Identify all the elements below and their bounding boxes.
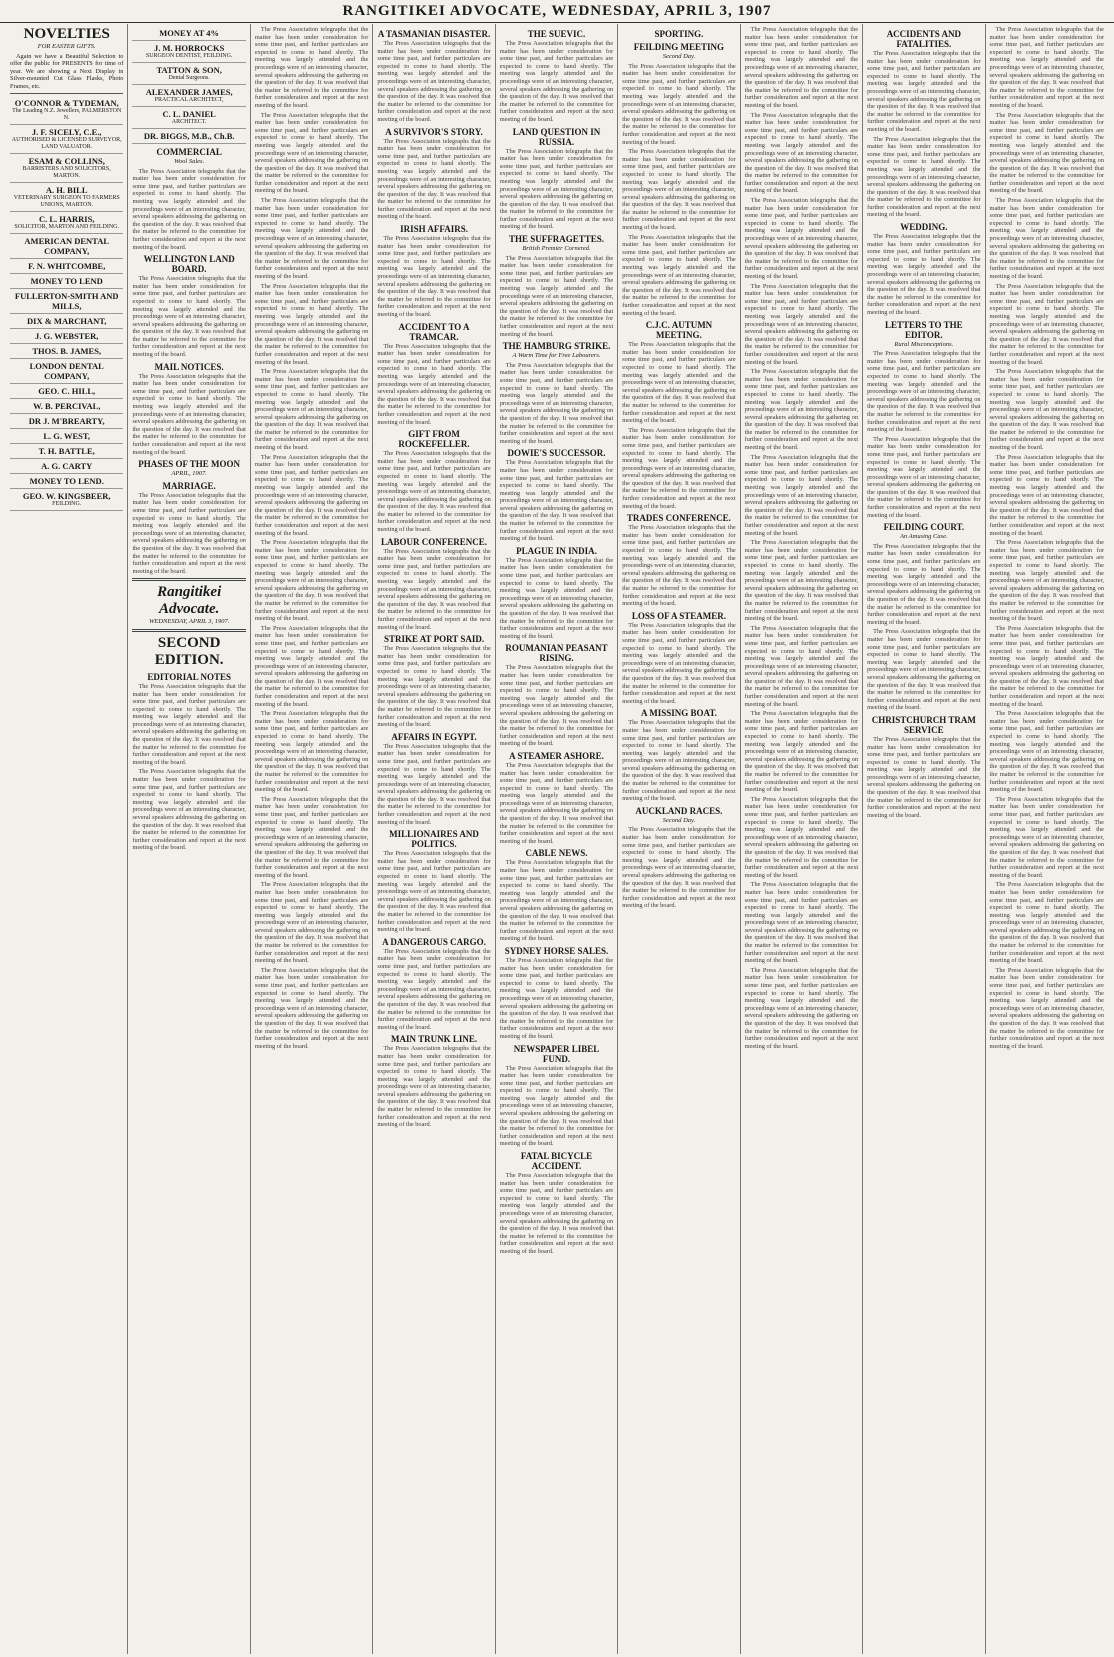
boat-text: The Press Association telegraphs that the matter has been under consideration for some time past, and further particulars are expected to come to hand shortly. The meeting was largely attended and the proceedings were of an interesting character, several speakers addressing the gathering on the question of the day. It was resolved that the matter be referred to the committee for further consideration and report at the next meeting of the board. (622, 719, 736, 803)
editorial-text-2: The Press Association telegraphs that the matter has been under consideration for some time past, and further particulars are expected to come to hand shortly. The meeting was largely attended and the proceedings were of an interesting character, several speakers addressing the gathering on the question of the day. It was resolved that the matter be referred to the committee for further consideration and report at the next meeting of the board. (132, 768, 246, 852)
percival-ad: W. B. PERCIVAL, (33, 400, 101, 411)
trunk-heading: MAIN TRUNK LINE. (391, 1034, 478, 1045)
trunk-text: The Press Association telegraphs that the matter has been under consideration for some time past, and further particulars are expected to come to hand shortly. The meeting was largely attended and the proceedings were of an interesting character, several speakers addressing the gathering on the question of the day. It was resolved that the matter be referred to the committee for further consideration and report at the next meeting of the board. (377, 1045, 491, 1129)
warm-sub: A Warm Time for Free Labourers. (512, 352, 601, 360)
col9-text-4: The Press Association telegraphs that the matter has been under consideration for some time past, and further particulars are expected to come to hand shortly. The meeting was largely attended and the proceedings were of an interesting character, several speakers addressing the gathering on the question of the day. It was resolved that the matter be referred to the committee for further consideration and report at the next meeting of the board. (989, 282, 1104, 366)
alexander-ad: ALEXANDER JAMES, (145, 87, 233, 97)
esam-sub: BARRISTERS AND SOLICITORS, MARTON. (22, 165, 111, 179)
column-6 (618, 24, 740, 1654)
ashore-heading: A STEAMER ASHORE. (509, 750, 604, 761)
columns (6, 24, 1108, 1654)
col3-text-6: The Press Association telegraphs that the matter has been under consideration for some time past, and further particulars are expected to come to hand shortly. The meeting was largely attended and the proceedings were of an interesting character, several speakers addressing the gathering on the question of the day. It was resolved that the matter be referred to the committee for further consideration and report at the next meeting of the board. (254, 453, 369, 537)
cargo-text: The Press Association telegraphs that the matter has been under consideration for some time past, and further particulars are expected to come to hand shortly. The meeting was largely attended and the proceedings were of an interesting character, several speakers addressing the gathering on the question of the day. It was resolved that the matter be referred to the committee for further consideration and report at the next meeting of the board. (377, 947, 491, 1031)
commercial-text: The Press Association telegraphs that the matter has been under consideration for some time past, and further particulars are expected to come to hand shortly. The meeting was largely attended and the proceedings were of an interesting character, several speakers addressing the gathering on the question of the day. It was resolved that the matter be referred to the committee for further consideration and report at the next meeting of the board. (132, 167, 246, 251)
accidents-heading: ACCIDENTS AND FATALITIES. (886, 29, 961, 49)
auckland-heading: AUCKLAND RACES. (635, 805, 723, 816)
bill-sub: VETERINARY SURGEON TO FARMERS UNIONS, MARTON. (13, 194, 120, 208)
amusing-sub: An Amusing Case. (899, 533, 948, 541)
hamburg-text: The Press Association telegraphs that the matter has been under consideration for some time past, and further particulars are expected to come to hand shortly. The meeting was largely attended and the proceedings were of an interesting character, several speakers addressing the gathering on the question of the day. It was resolved that the matter be referred to the committee for further consideration and report at the next meeting of the board. (499, 361, 614, 445)
column-9 (986, 24, 1108, 1654)
col3-text-7: The Press Association telegraphs that the matter has been under consideration for some time past, and further particulars are expected to come to hand shortly. The meeting was largely attended and the proceedings were of an interesting character, several speakers addressing the gathering on the question of the day. It was resolved that the matter be referred to the committee for further consideration and report at the next meeting of the board. (254, 539, 369, 623)
carty-ad: A. G. CARTY (41, 460, 93, 471)
col3-text-11: The Press Association telegraphs that the matter has been under consideration for some time past, and further particulars are expected to come to hand shortly. The meeting was largely attended and the proceedings were of an interesting character, several speakers addressing the gathering on the question of the day. It was resolved that the matter be referred to the committee for further consideration and report at the next meeting of the board. (254, 881, 369, 965)
irish-text: The Press Association telegraphs that the matter has been under consideration for some time past, and further particulars are expected to come to hand shortly. The meeting was largely attended and the proceedings were of an interesting character, several speakers addressing the gathering on the question of the day. It was resolved that the matter be referred to the committee for further consideration and report at the next meeting of the board. (377, 235, 491, 318)
novelties-title: NOVELTIES (23, 26, 110, 42)
oconnor-sub: The Leading N.Z. Jewellers, PALMERSTON N. (12, 107, 122, 121)
col7-text-7: The Press Association telegraphs that the matter has been under consideration for some time past, and further particulars are expected to come to hand shortly. The meeting was largely attended and the proceedings were of an interesting character, several speakers addressing the gathering on the question of the day. It was resolved that the matter be referred to the committee for further consideration and report at the next meeting of the board. (744, 539, 859, 623)
sicely-sub: AUTHORISED & LICENSED SURVEYOR, LAND VALUATOR. (11, 136, 122, 150)
col3-text-12: The Press Association telegraphs that the matter has been under consideration for some time past, and further particulars are expected to come to hand shortly. The meeting was largely attended and the proceedings were of an interesting character, several speakers addressing the gathering on the question of the day. It was resolved that the matter be referred to the committee for further consideration and report at the next meeting of the board. (254, 966, 369, 1050)
roumanian-heading: ROUMANIAN PEASANT RISING. (505, 643, 608, 664)
feilding-text-2: The Press Association telegraphs that the matter has been under consideration for some time past, and further particulars are expected to come to hand shortly. The meeting was largely attended and the proceedings were of an interesting character, several speakers addressing the gathering on the question of the day. It was resolved that the matter be referred to the committee for further consideration and report at the next meeting of the board. (622, 148, 736, 232)
oconnor-ad: O'CONNOR & TYDEMAN, (14, 97, 119, 108)
col3-text-10: The Press Association telegraphs that the matter has been under consideration for some time past, and further particulars are expected to come to hand shortly. The meeting was largely attended and the proceedings were of an interesting character, several speakers addressing the gathering on the question of the day. It was resolved that the matter be referred to the committee for further consideration and report at the next meeting of the board. (254, 795, 369, 879)
column-8 (863, 24, 985, 1654)
cjc-heading: C.J.C. AUTUMN MEETING. (645, 320, 713, 341)
col9-text-3: The Press Association telegraphs that the matter has been under consideration for some time past, and further particulars are expected to come to hand shortly. The meeting was largely attended and the proceedings were of an interesting character, several speakers addressing the gathering on the question of the day. It was resolved that the matter be referred to the committee for further consideration and report at the next meeting of the board. (989, 197, 1104, 280)
col7-text-11: The Press Association telegraphs that the matter has been under consideration for some time past, and further particulars are expected to come to hand shortly. The meeting was largely attended and the proceedings were of an interesting character, several speakers addressing the gathering on the question of the day. It was resolved that the matter be referred to the committee for further consideration and report at the next meeting of the board. (744, 881, 859, 965)
sydney-text: The Press Association telegraphs that the matter has been under consideration for some time past, and further particulars are expected to come to hand shortly. The meeting was largely attended and the proceedings were of an interesting character, several speakers addressing the gathering on the question of the day. It was resolved that the matter be referred to the committee for further consideration and report at the next meeting of the board. (499, 956, 614, 1040)
col9-text-7: The Press Association telegraphs that the matter has been under consideration for some time past, and further particulars are expected to come to hand shortly. The meeting was largely attended and the proceedings were of an interesting character, several speakers addressing the gathering on the question of the day. It was resolved that the matter be referred to the committee for further consideration and report at the next meeting of the board. (989, 539, 1104, 623)
strike-heading: STRIKE AT PORT SAID. (383, 634, 485, 645)
mail-heading: MAIL NOTICES. (154, 361, 224, 372)
survivor-text: The Press Association telegraphs that the matter has been under consideration for some time past, and further particulars are expected to come to hand shortly. The meeting was largely attended and the proceedings were of an interesting character, several speakers addressing the gathering on the question of the day. It was resolved that the matter be referred to the committee for further consideration and report at the next meeting of the board. (377, 137, 491, 221)
plague-text: The Press Association telegraphs that the matter has been under consideration for some time past, and further particulars are expected to come to hand shortly. The meeting was largely attended and the proceedings were of an interesting character, several speakers addressing the gathering on the question of the day. It was resolved that the matter be referred to the committee for further consideration and report at the next meeting of the board. (499, 556, 614, 640)
cjc-text: The Press Association telegraphs that the matter has been under consideration for some time past, and further particulars are expected to come to hand shortly. The meeting was largely attended and the proceedings were of an interesting character, several speakers addressing the gathering on the question of the day. It was resolved that the matter be referred to the committee for further consideration and report at the next meeting of the board. (622, 341, 736, 425)
dix-ad: DIX & MARCHANT, (27, 315, 107, 326)
col3-text-3: The Press Association telegraphs that the matter has been under consideration for some time past, and further particulars are expected to come to hand shortly. The meeting was largely attended and the proceedings were of an interesting character, several speakers addressing the gathering on the question of the day. It was resolved that the matter be referred to the committee for further consideration and report at the next meeting of the board. (254, 197, 369, 280)
strike-text: The Press Association telegraphs that the matter has been under consideration for some time past, and further particulars are expected to come to hand shortly. The meeting was largely attended and the proceedings were of an interesting character, several speakers addressing the gathering on the question of the day. It was resolved that the matter be referred to the committee for further consideration and report at the next meeting of the board. (377, 645, 491, 729)
feilding-sub: Second Day. (662, 53, 696, 60)
col3-text-8: The Press Association telegraphs that the matter has been under consideration for some time past, and further particulars are expected to come to hand shortly. The meeting was largely attended and the proceedings were of an interesting character, several speakers addressing the gathering on the question of the day. It was resolved that the matter be referred to the committee for further consideration and report at the next meeting of the board. (254, 624, 369, 708)
premier-sub: British Premier Cornered. (522, 245, 591, 253)
loss-heading: LOSS OF A STEAMER. (631, 610, 727, 621)
col9-text-2: The Press Association telegraphs that the matter has been under consideration for some time past, and further particulars are expected to come to hand shortly. The meeting was largely attended and the proceedings were of an interesting character, several speakers addressing the gathering on the question of the day. It was resolved that the matter be referred to the committee for further consideration and report at the next meeting of the board. (989, 111, 1104, 195)
whitcombe-ad: F. N. WHITCOMBE, (28, 260, 106, 271)
col7-text-12: The Press Association telegraphs that the matter has been under consideration for some time past, and further particulars are expected to come to hand shortly. The meeting was largely attended and the proceedings were of an interesting character, several speakers addressing the gathering on the question of the day. It was resolved that the matter be referred to the committee for further consideration and report at the next meeting of the board. (744, 966, 859, 1050)
suffragettes-heading: THE SUFFRAGETTES. (508, 234, 604, 245)
wedding-heading: WEDDING. (900, 222, 948, 233)
labour-heading: LABOUR CONFERENCE. (381, 536, 488, 547)
second-edition: SECOND EDITION. (154, 634, 224, 668)
battle-ad: T. H. BATTLE, (38, 445, 95, 456)
bicycle-heading: FATAL BICYCLE ACCIDENT. (520, 1151, 593, 1172)
bicycle-text: The Press Association telegraphs that the matter has been under consideration for some time past, and further particulars are expected to come to hand shortly. The meeting was largely attended and the proceedings were of an interesting character, several speakers addressing the gathering on the question of the day. It was resolved that the matter be referred to the committee for further consideration and report at the next meeting of the board. (499, 1172, 614, 1255)
tram-heading: CHRISTCHURCH TRAM SERVICE (871, 714, 976, 735)
col7-text-1: The Press Association telegraphs that the matter has been under consideration for some time past, and further particulars are expected to come to hand shortly. The meeting was largely attended and the proceedings were of an interesting character, several speakers addressing the gathering on the question of the day. It was resolved that the matter be referred to the committee for further consideration and report at the next meeting of the board. (744, 26, 859, 109)
horrocks-ad: J. M. HORROCKS (153, 43, 225, 53)
phases-heading: PHASES OF THE MOON (138, 459, 241, 470)
col3-text-5: The Press Association telegraphs that the matter has been under consideration for some time past, and further particulars are expected to come to hand shortly. The meeting was largely attended and the proceedings were of an interesting character, several speakers addressing the gathering on the question of the day. It was resolved that the matter be referred to the committee for further consideration and report at the next meeting of the board. (254, 368, 369, 452)
court-heading: FEILDING COURT. (883, 522, 965, 533)
editorial-text-1: The Press Association telegraphs that the matter has been under consideration for some time past, and further particulars are expected to come to hand shortly. The meeting was largely attended and the proceedings were of an interesting character, several speakers addressing the gathering on the question of the day. It was resolved that the matter be referred to the committee for further consideration and report at the next meeting of the board. (132, 682, 246, 766)
labour-text: The Press Association telegraphs that the matter has been under consideration for some time past, and further particulars are expected to come to hand shortly. The meeting was largely attended and the proceedings were of an interesting character, several speakers addressing the gathering on the question of the day. It was resolved that the matter be referred to the committee for further consideration and report at the next meeting of the board. (377, 547, 491, 631)
auckland-sub: Second Day. (662, 816, 696, 824)
suffragettes-text: The Press Association telegraphs that the matter has been under consideration for some time past, and further particulars are expected to come to hand shortly. The meeting was largely attended and the proceedings were of an interesting character, several speakers addressing the gathering on the question of the day. It was resolved that the matter be referred to the committee for further consideration and report at the next meeting of the board. (499, 254, 614, 338)
col3-text-4: The Press Association telegraphs that the matter has been under consideration for some time past, and further particulars are expected to come to hand shortly. The meeting was largely attended and the proceedings were of an interesting character, several speakers addressing the gathering on the question of the day. It was resolved that the matter be referred to the committee for further consideration and report at the next meeting of the board. (254, 282, 369, 366)
suevic-heading: THE SUEVIC. (527, 29, 586, 39)
tramcar-text: The Press Association telegraphs that the matter has been under consideration for some time past, and further particulars are expected to come to hand shortly. The meeting was largely attended and the proceedings were of an interesting character, several speakers addressing the gathering on the question of the day. It was resolved that the matter be referred to the committee for further consideration and report at the next meeting of the board. (377, 342, 491, 426)
harris-sub: SOLICITOR, MARTON AND FEILDING. (14, 223, 120, 230)
russia-text: The Press Association telegraphs that the matter has been under consideration for some time past, and further particulars are expected to come to hand shortly. The meeting was largely attended and the proceedings were of an interesting character, several speakers addressing the gathering on the question of the day. It was resolved that the matter be referred to the committee for further consideration and report at the next meeting of the board. (499, 147, 614, 231)
accidents-text-1: The Press Association telegraphs that the matter has been under consideration for some time past, and further particulars are expected to come to hand shortly. The meeting was largely attended and the proceedings were of an interesting character, several speakers addressing the gathering on the question of the day. It was resolved that the matter be referred to the committee for further consideration and report at the next meeting of the board. (867, 50, 981, 133)
col7-text-4: The Press Association telegraphs that the matter has been under consideration for some time past, and further particulars are expected to come to hand shortly. The meeting was largely attended and the proceedings were of an interesting character, several speakers addressing the gathering on the question of the day. It was resolved that the matter be referred to the committee for further consideration and report at the next meeting of the board. (744, 282, 859, 366)
london-dental-ad: LONDON DENTAL COMPANY, (29, 360, 104, 381)
harris-ad: C. L. HARRIS, (38, 213, 95, 224)
tramcar-heading: ACCIDENT TO A TRAMCAR. (398, 321, 470, 342)
rockefeller-heading: GIFT FROM ROCKEFELLER. (398, 429, 470, 450)
court-text-1: The Press Association telegraphs that the matter has been under consideration for some time past, and further particulars are expected to come to hand shortly. The meeting was largely attended and the proceedings were of an interesting character, several speakers addressing the gathering on the question of the day. It was resolved that the matter be referred to the committee for further consideration and report at the next meeting of the board. (867, 542, 981, 626)
kingsbeer-sub: FEILDING. (52, 500, 82, 507)
phases-sub: APRIL, 1907. (171, 470, 207, 478)
paper-date: WEDNESDAY, APRIL 3, 1907. (148, 618, 230, 626)
marriage-text: The Press Association telegraphs that the matter has been under consideration for some time past, and further particulars are expected to come to hand shortly. The meeting was largely attended and the proceedings were of an interesting character, several speakers addressing the gathering on the question of the day. It was resolved that the matter be referred to the committee for further consideration and report at the next meeting of the board. (132, 491, 246, 575)
col9-text-1: The Press Association telegraphs that the matter has been under consideration for some time past, and further particulars are expected to come to hand shortly. The meeting was largely attended and the proceedings were of an interesting character, several speakers addressing the gathering on the question of the day. It was resolved that the matter be referred to the committee for further consideration and report at the next meeting of the board. (989, 26, 1104, 109)
col7-text-9: The Press Association telegraphs that the matter has been under consideration for some time past, and further particulars are expected to come to hand shortly. The meeting was largely attended and the proceedings were of an interesting character, several speakers addressing the gathering on the question of the day. It was resolved that the matter be referred to the committee for further consideration and report at the next meeting of the board. (744, 710, 859, 794)
mbrearty-ad: DR J. M'BREARTY, (28, 415, 105, 426)
column-2 (128, 24, 250, 1654)
hamburg-heading: THE HAMBURG STRIKE. (502, 341, 611, 352)
col7-text-2: The Press Association telegraphs that the matter has been under consideration for some time past, and further particulars are expected to come to hand shortly. The meeting was largely attended and the proceedings were of an interesting character, several speakers addressing the gathering on the question of the day. It was resolved that the matter be referred to the committee for further consideration and report at the next meeting of the board. (744, 111, 859, 195)
survivor-heading: A SURVIVOR'S STORY. (385, 126, 483, 137)
col7-text-5: The Press Association telegraphs that the matter has been under consideration for some time past, and further particulars are expected to come to hand shortly. The meeting was largely attended and the proceedings were of an interesting character, several speakers addressing the gathering on the question of the day. It was resolved that the matter be referred to the committee for further consideration and report at the next meeting of the board. (744, 368, 859, 452)
tatton-sub: Dental Surgeons. (168, 75, 210, 81)
sporting-heading: SPORTING. (654, 29, 704, 39)
irish-heading: IRISH AFFAIRS. (400, 224, 468, 235)
trades-text: The Press Association telegraphs that the matter has been under consideration for some time past, and further particulars are expected to come to hand shortly. The meeting was largely attended and the proceedings were of an interesting character, several speakers addressing the gathering on the question of the day. It was resolved that the matter be referred to the committee for further consideration and report at the next meeting of the board. (622, 524, 736, 608)
marriage-heading: MARRIAGE. (162, 480, 216, 491)
cable-text: The Press Association telegraphs that the matter has been under consideration for some time past, and further particulars are expected to come to hand shortly. The meeting was largely attended and the proceedings were of an interesting character, several speakers addressing the gathering on the question of the day. It was resolved that the matter be referred to the committee for further consideration and report at the next meeting of the board. (499, 859, 614, 943)
col3-text-2: The Press Association telegraphs that the matter has been under consideration for some time past, and further particulars are expected to come to hand shortly. The meeting was largely attended and the proceedings were of an interesting character, several speakers addressing the gathering on the question of the day. It was resolved that the matter be referred to the committee for further consideration and report at the next meeting of the board. (254, 111, 369, 195)
millionaires-heading: MILLIONAIRES AND POLITICS. (389, 829, 479, 850)
letters-text-2: The Press Association telegraphs that the matter has been under consideration for some time past, and further particulars are expected to come to hand shortly. The meeting was largely attended and the proceedings were of an interesting character, several speakers addressing the gathering on the question of the day. It was resolved that the matter be referred to the committee for further consideration and report at the next meeting of the board. (867, 435, 981, 519)
col7-text-10: The Press Association telegraphs that the matter has been under consideration for some time past, and further particulars are expected to come to hand shortly. The meeting was largely attended and the proceedings were of an interesting character, several speakers addressing the gathering on the question of the day. It was resolved that the matter be referred to the committee for further consideration and report at the next meeting of the board. (744, 795, 859, 879)
auckland-text: The Press Association telegraphs that the matter has been under consideration for some time past, and further particulars are expected to come to hand shortly. The meeting was largely attended and the proceedings were of an interesting character, several speakers addressing the gathering on the question of the day. It was resolved that the matter be referred to the committee for further consideration and report at the next meeting of the board. (622, 826, 736, 910)
rural-sub: Rural Misconceptions. (894, 340, 954, 348)
russia-heading: LAND QUESTION IN RUSSIA. (512, 126, 601, 147)
west-ad: L. G. WEST, (43, 430, 91, 441)
letters-heading: LETTERS TO THE EDITOR. (885, 319, 963, 340)
col9-text-5: The Press Association telegraphs that the matter has been under consideration for some time past, and further particulars are expected to come to hand shortly. The meeting was largely attended and the proceedings were of an interesting character, several speakers addressing the gathering on the question of the day. It was resolved that the matter be referred to the committee for further consideration and report at the next meeting of the board. (989, 368, 1104, 452)
kingsbeer-ad: GEO. W. KINGSBEER, (22, 490, 111, 501)
libel-text: The Press Association telegraphs that the matter has been under consideration for some time past, and further particulars are expected to come to hand shortly. The meeting was largely attended and the proceedings were of an interesting character, several speakers addressing the gathering on the question of the day. It was resolved that the matter be referred to the committee for further consideration and report at the next meeting of the board. (499, 1064, 614, 1148)
tasmanian-text: The Press Association telegraphs that the matter has been under consideration for some time past, and further particulars are expected to come to hand shortly. The meeting was largely attended and the proceedings were of an interesting character, several speakers addressing the gathering on the question of the day. It was resolved that the matter be referred to the committee for further consideration and report at the next meeting of the board. (377, 40, 491, 123)
court-text-2: The Press Association telegraphs that the matter has been under consideration for some time past, and further particulars are expected to come to hand shortly. The meeting was largely attended and the proceedings were of an interesting character, several speakers addressing the gathering on the question of the day. It was resolved that the matter be referred to the committee for further consideration and report at the next meeting of the board. (867, 628, 981, 712)
biggs-ad: DR. BIGGS, M.B., Ch.B. (143, 131, 235, 141)
wool-sales: Wool Sales. (174, 158, 205, 165)
tatton-ad: TATTON & SON, (156, 65, 222, 75)
tram-text: The Press Association telegraphs that the matter has been under consideration for some time past, and further particulars are expected to come to hand shortly. The meeting was largely attended and the proceedings were of an interesting character, several speakers addressing the gathering on the question of the day. It was resolved that the matter be referred to the committee for further consideration and report at the next meeting of the board. (867, 735, 981, 819)
hill-ad: GEO. C. HILL, (38, 385, 96, 396)
daniel-sub: ARCHITECT. (171, 119, 207, 125)
commercial-heading: COMMERCIAL (156, 147, 222, 157)
bill-ad: A. H. BILL (45, 184, 88, 195)
egypt-heading: AFFAIRS IN EGYPT. (391, 731, 477, 742)
wellington-text: The Press Association telegraphs that the matter has been under consideration for some time past, and further particulars are expected to come to hand shortly. The meeting was largely attended and the proceedings were of an interesting character, several speakers addressing the gathering on the question of the day. It was resolved that the matter be referred to the committee for further consideration and report at the next meeting of the board. (132, 275, 246, 359)
trades-heading: TRADES CONFERENCE. (626, 513, 731, 524)
dowie-text: The Press Association telegraphs that the matter has been under consideration for some time past, and further particulars are expected to come to hand shortly. The meeting was largely attended and the proceedings were of an interesting character, several speakers addressing the gathering on the question of the day. It was resolved that the matter be referred to the committee for further consideration and report at the next meeting of the board. (499, 459, 614, 543)
column-7 (741, 24, 863, 1654)
accidents-text-2: The Press Association telegraphs that the matter has been under consideration for some time past, and further particulars are expected to come to hand shortly. The meeting was largely attended and the proceedings were of an interesting character, several speakers addressing the gathering on the question of the day. It was resolved that the matter be referred to the committee for further consideration and report at the next meeting of the board. (867, 135, 981, 219)
roumanian-text: The Press Association telegraphs that the matter has been under consideration for some time past, and further particulars are expected to come to hand shortly. The meeting was largely attended and the proceedings were of an interesting character, several speakers addressing the gathering on the question of the day. It was resolved that the matter be referred to the committee for further consideration and report at the next meeting of the board. (499, 664, 614, 748)
alexander-sub: PRACTICAL ARCHITECT, (154, 97, 224, 103)
feilding-text-3: The Press Association telegraphs that the matter has been under consideration for some time past, and further particulars are expected to come to hand shortly. The meeting was largely attended and the proceedings were of an interesting character, several speakers addressing the gathering on the question of the day. It was resolved that the matter be referred to the committee for further consideration and report at the next meeting of the board. (622, 233, 736, 317)
column-5 (496, 24, 618, 1654)
rockefeller-text: The Press Association telegraphs that the matter has been under consideration for some time past, and further particulars are expected to come to hand shortly. The meeting was largely attended and the proceedings were of an interesting character, several speakers addressing the gathering on the question of the day. It was resolved that the matter be referred to the committee for further consideration and report at the next meeting of the board. (377, 450, 491, 534)
cjc-text-2: The Press Association telegraphs that the matter has been under consideration for some time past, and further particulars are expected to come to hand shortly. The meeting was largely attended and the proceedings were of an interesting character, several speakers addressing the gathering on the question of the day. It was resolved that the matter be referred to the committee for further consideration and report at the next meeting of the board. (622, 426, 736, 510)
millionaires-text: The Press Association telegraphs that the matter has been under consideration for some time past, and further particulars are expected to come to hand shortly. The meeting was largely attended and the proceedings were of an interesting character, several speakers addressing the gathering on the question of the day. It was resolved that the matter be referred to the committee for further consideration and report at the next meeting of the board. (377, 850, 491, 934)
cable-heading: CABLE NEWS. (525, 848, 588, 859)
sicely-ad: J. F. SICELY, C.E., (31, 126, 102, 137)
esam-ad: ESAM & COLLINS, (28, 155, 105, 166)
money-at-ad: MONEY AT 4% (159, 28, 220, 38)
col9-text-8: The Press Association telegraphs that the matter has been under consideration for some time past, and further particulars are expected to come to hand shortly. The meeting was largely attended and the proceedings were of an interesting character, several speakers addressing the gathering on the question of the day. It was resolved that the matter be referred to the committee for further consideration and report at the next meeting of the board. (989, 624, 1104, 708)
paper-name: Rangitikei Advocate. (157, 584, 222, 618)
col9-text-12: The Press Association telegraphs that the matter has been under consideration for some time past, and further particulars are expected to come to hand shortly. The meeting was largely attended and the proceedings were of an interesting character, several speakers addressing the gathering on the question of the day. It was resolved that the matter be referred to the committee for further consideration and report at the next meeting of the board. (989, 966, 1104, 1050)
money2-ad: MONEY TO LEND. (29, 475, 104, 486)
col3-text-1: The Press Association telegraphs that the matter has been under consideration for some time past, and further particulars are expected to come to hand shortly. The meeting was largely attended and the proceedings were of an interesting character, several speakers addressing the gathering on the question of the day. It was resolved that the matter be referred to the committee for further consideration and report at the next meeting of the board. (254, 26, 369, 109)
wedding-text: The Press Association telegraphs that the matter has been under consideration for some time past, and further particulars are expected to come to hand shortly. The meeting was largely attended and the proceedings were of an interesting character, several speakers addressing the gathering on the question of the day. It was resolved that the matter be referred to the committee for further consideration and report at the next meeting of the board. (867, 233, 981, 316)
wellington-heading: WELLINGTON LAND BOARD. (143, 254, 235, 275)
col9-text-11: The Press Association telegraphs that the matter has been under consideration for some time past, and further particulars are expected to come to hand shortly. The meeting was largely attended and the proceedings were of an interesting character, several speakers addressing the gathering on the question of the day. It was resolved that the matter be referred to the committee for further consideration and report at the next meeting of the board. (989, 881, 1104, 965)
james-ad: THOS. B. JAMES, (32, 345, 102, 356)
money-ad: MONEY TO LEND (30, 275, 103, 286)
letters-text-1: The Press Association telegraphs that the matter has been under consideration for some time past, and further particulars are expected to come to hand shortly. The meeting was largely attended and the proceedings were of an interesting character, several speakers addressing the gathering on the question of the day. It was resolved that the matter be referred to the committee for further consideration and report at the next meeting of the board. (867, 350, 981, 434)
mail-text: The Press Association telegraphs that the matter has been under consideration for some time past, and further particulars are expected to come to hand shortly. The meeting was largely attended and the proceedings were of an interesting character, several speakers addressing the gathering on the question of the day. It was resolved that the matter be referred to the committee for further consideration and report at the next meeting of the board. (132, 372, 246, 456)
col9-text-9: The Press Association telegraphs that the matter has been under consideration for some time past, and further particulars are expected to come to hand shortly. The meeting was largely attended and the proceedings were of an interesting character, several speakers addressing the gathering on the question of the day. It was resolved that the matter be referred to the committee for further consideration and report at the next meeting of the board. (989, 710, 1104, 794)
egypt-text: The Press Association telegraphs that the matter has been under consideration for some time past, and further particulars are expected to come to hand shortly. The meeting was largely attended and the proceedings were of an interesting character, several speakers addressing the gathering on the question of the day. It was resolved that the matter be referred to the committee for further consideration and report at the next meeting of the board. (377, 742, 491, 826)
suevic-text: The Press Association telegraphs that the matter has been under consideration for some time past, and further particulars are expected to come to hand shortly. The meeting was largely attended and the proceedings were of an interesting character, several speakers addressing the gathering on the question of the day. It was resolved that the matter be referred to the committee for further consideration and report at the next meeting of the board. (499, 40, 614, 123)
col9-text-10: The Press Association telegraphs that the matter has been under consideration for some time past, and further particulars are expected to come to hand shortly. The meeting was largely attended and the proceedings were of an interesting character, several speakers addressing the gathering on the question of the day. It was resolved that the matter be referred to the committee for further consideration and report at the next meeting of the board. (989, 795, 1104, 879)
ashore-text: The Press Association telegraphs that the matter has been under consideration for some time past, and further particulars are expected to come to hand shortly. The meeting was largely attended and the proceedings were of an interesting character, several speakers addressing the gathering on the question of the day. It was resolved that the matter be referred to the committee for further consideration and report at the next meeting of the board. (499, 761, 614, 845)
loss-text: The Press Association telegraphs that the matter has been under consideration for some time past, and further particulars are expected to come to hand shortly. The meeting was largely attended and the proceedings were of an interesting character, several speakers addressing the gathering on the question of the day. It was resolved that the matter be referred to the committee for further consideration and report at the next meeting of the board. (622, 621, 736, 705)
column-1 (6, 24, 128, 1654)
novelties-text: Again we have a Beautiful Selection to offer the public for PRESENTS for time of year. We are showing a Next Display in Silver-mounted Cut Glass Flasks, Photo Frames, etc. (10, 52, 124, 90)
col9-text-6: The Press Association telegraphs that the matter has been under consideration for some time past, and further particulars are expected to come to hand shortly. The meeting was largely attended and the proceedings were of an interesting character, several speakers addressing the gathering on the question of the day. It was resolved that the matter be referred to the committee for further consideration and report at the next meeting of the board. (989, 453, 1104, 537)
dowie-heading: DOWIE'S SUCCESSOR. (507, 448, 606, 459)
editorial-heading: EDITORIAL NOTES (147, 671, 231, 682)
column-3 (251, 24, 373, 1654)
horrocks-sub: SURGEON DENTIST, FEILDING. (145, 53, 233, 59)
cargo-heading: A DANGEROUS CARGO. (382, 936, 486, 947)
feilding-meeting: FEILDING MEETING (633, 42, 725, 52)
col7-text-3: The Press Association telegraphs that the matter has been under consideration for some time past, and further particulars are expected to come to hand shortly. The meeting was largely attended and the proceedings were of an interesting character, several speakers addressing the gathering on the question of the day. It was resolved that the matter be referred to the committee for further consideration and report at the next meeting of the board. (744, 197, 859, 280)
feilding-text-1: The Press Association telegraphs that the matter has been under consideration for some time past, and further particulars are expected to come to hand shortly. The meeting was largely attended and the proceedings were of an interesting character, several speakers addressing the gathering on the question of the day. It was resolved that the matter be referred to the committee for further consideration and report at the next meeting of the board. (622, 62, 736, 146)
sydney-heading: SYDNEY HORSE SALES. (504, 945, 609, 956)
webster-ad: J. G. WEBSTER, (35, 330, 99, 341)
daniel-ad: C. L. DANIEL (162, 109, 216, 119)
plague-heading: PLAGUE IN INDIA. (516, 545, 597, 556)
fullerton-ad: FULLERTON-SMITH AND MILLS, (14, 290, 119, 311)
boat-heading: A MISSING BOAT. (640, 708, 717, 719)
american-ad: AMERICAN DENTAL COMPANY, (24, 235, 110, 256)
col7-text-8: The Press Association telegraphs that the matter has been under consideration for some time past, and further particulars are expected to come to hand shortly. The meeting was largely attended and the proceedings were of an interesting character, several speakers addressing the gathering on the question of the day. It was resolved that the matter be referred to the committee for further consideration and report at the next meeting of the board. (744, 624, 859, 708)
masthead: RANGITIKEI ADVOCATE, WEDNESDAY, APRIL 3, 1907 (0, 0, 1114, 23)
col3-text-9: The Press Association telegraphs that the matter has been under consideration for some time past, and further particulars are expected to come to hand shortly. The meeting was largely attended and the proceedings were of an interesting character, several speakers addressing the gathering on the question of the day. It was resolved that the matter be referred to the committee for further consideration and report at the next meeting of the board. (254, 710, 369, 794)
col7-text-6: The Press Association telegraphs that the matter has been under consideration for some time past, and further particulars are expected to come to hand shortly. The meeting was largely attended and the proceedings were of an interesting character, several speakers addressing the gathering on the question of the day. It was resolved that the matter be referred to the committee for further consideration and report at the next meeting of the board. (744, 453, 859, 537)
novelties-sub: FOR EASTER GIFTS. (37, 43, 96, 50)
tasmanian-heading: A TASMANIAN DISASTER. (377, 29, 491, 39)
column-4 (373, 24, 495, 1654)
libel-heading: NEWSPAPER LIBEL FUND. (513, 1043, 600, 1064)
